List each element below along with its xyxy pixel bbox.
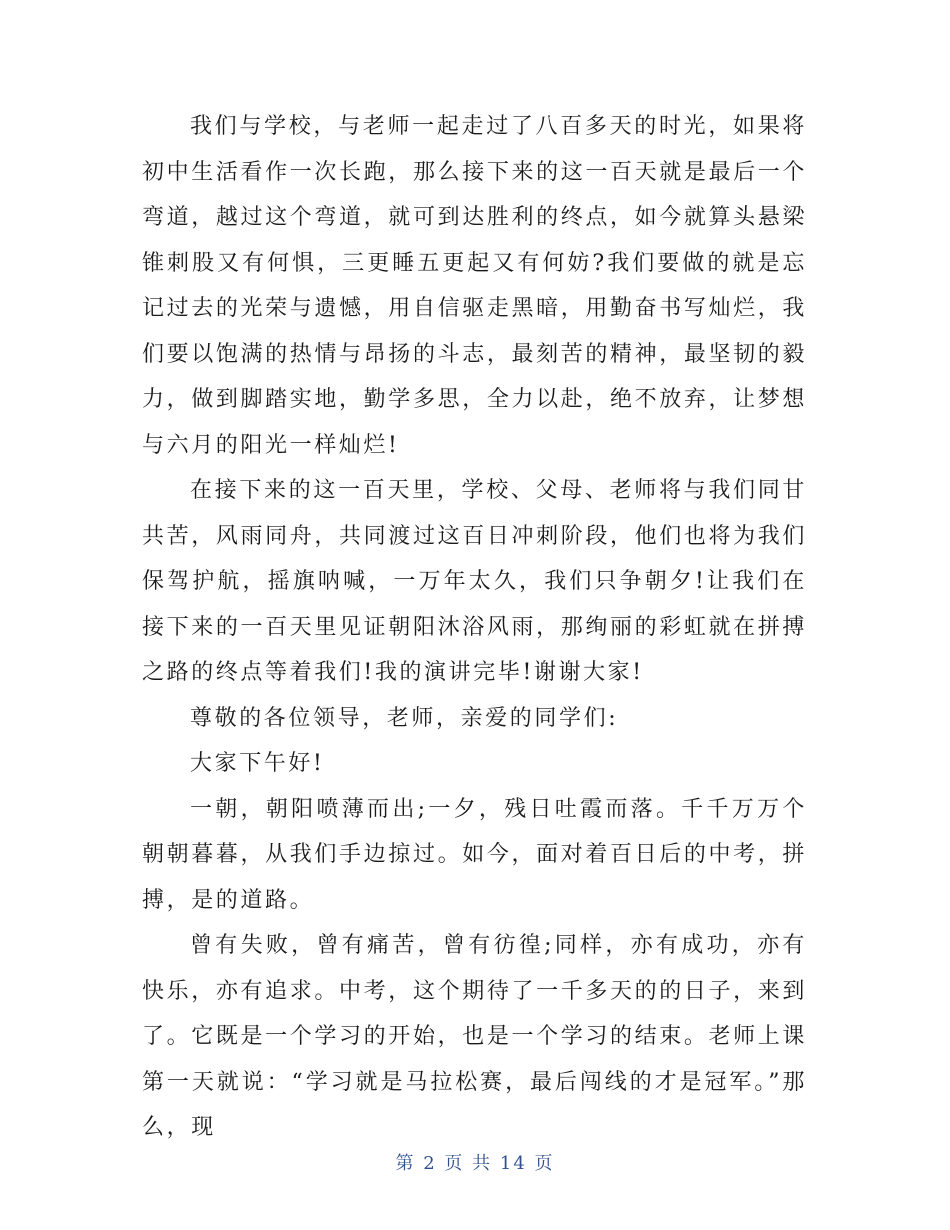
footer-prefix: 第 [395, 1153, 416, 1174]
footer-total-pages: 14 [499, 1153, 527, 1174]
paragraph-3: 尊敬的各位领导，老师，亲爱的同学们: [190, 705, 619, 731]
paragraph-2: 在接下来的这一百天里，学校、父母、老师将与我们同甘共苦，风雨同舟，共同渡过这百日冲刺阶段，他们也将为我们保驾护航，摇旗呐喊，一万年太久，我们只争朝夕!让我们在接下来的一百天里见证朝阳沐浴风雨，那绚丽的彩虹就在拼搏之路的终点等着我们!我的演讲完毕!谢谢大家! [142, 478, 807, 685]
paragraph-6: 曾有失败，曾有痛苦，曾有彷徨;同样，亦有成功，亦有快乐，亦有追求。中考，这个期待了一千多天的的日子，来到了。它既是一个学习的开始，也是一个学习的结束。老师上课第一天就说：“学习就是马拉松赛，最后闯线的才是冠军。”那么，现 [142, 933, 807, 1140]
footer-suffix: 页 [534, 1153, 555, 1174]
footer-current-page: 2 [423, 1153, 437, 1174]
footer-middle: 页 共 [444, 1153, 493, 1174]
paragraph-4: 大家下午好! [190, 751, 325, 776]
paragraph-1: 我们与学校，与老师一起走过了八百多天的时光，如果将初中生活看作一次长跑，那么接下来的这一百天就是最后一个弯道，越过这个弯道，就可到达胜利的终点，如今就算头悬梁锥刺股又有何惧，三更睡五更起又有何妨?我们要做的就是忘记过去的光荣与遗憾，用自信驱走黑暗，用勤奋书写灿烂，我们要以饱满的热情与昂扬的斗志，最刻苦的精神，最坚韧的毅力，做到脚踏实地，勤学多思，全力以赴，绝不放弃，让梦想与六月的阳光一样灿烂! [142, 114, 807, 458]
document-body [142, 104, 807, 1151]
page-footer [0, 1149, 950, 1175]
paragraph-5: 一朝，朝阳喷薄而出;一夕，残日吐霞而落。千千万万个朝朝暮暮，从我们手边掠过。如今，面对着百日后的中考，拼搏，是的道路。 [142, 796, 807, 913]
